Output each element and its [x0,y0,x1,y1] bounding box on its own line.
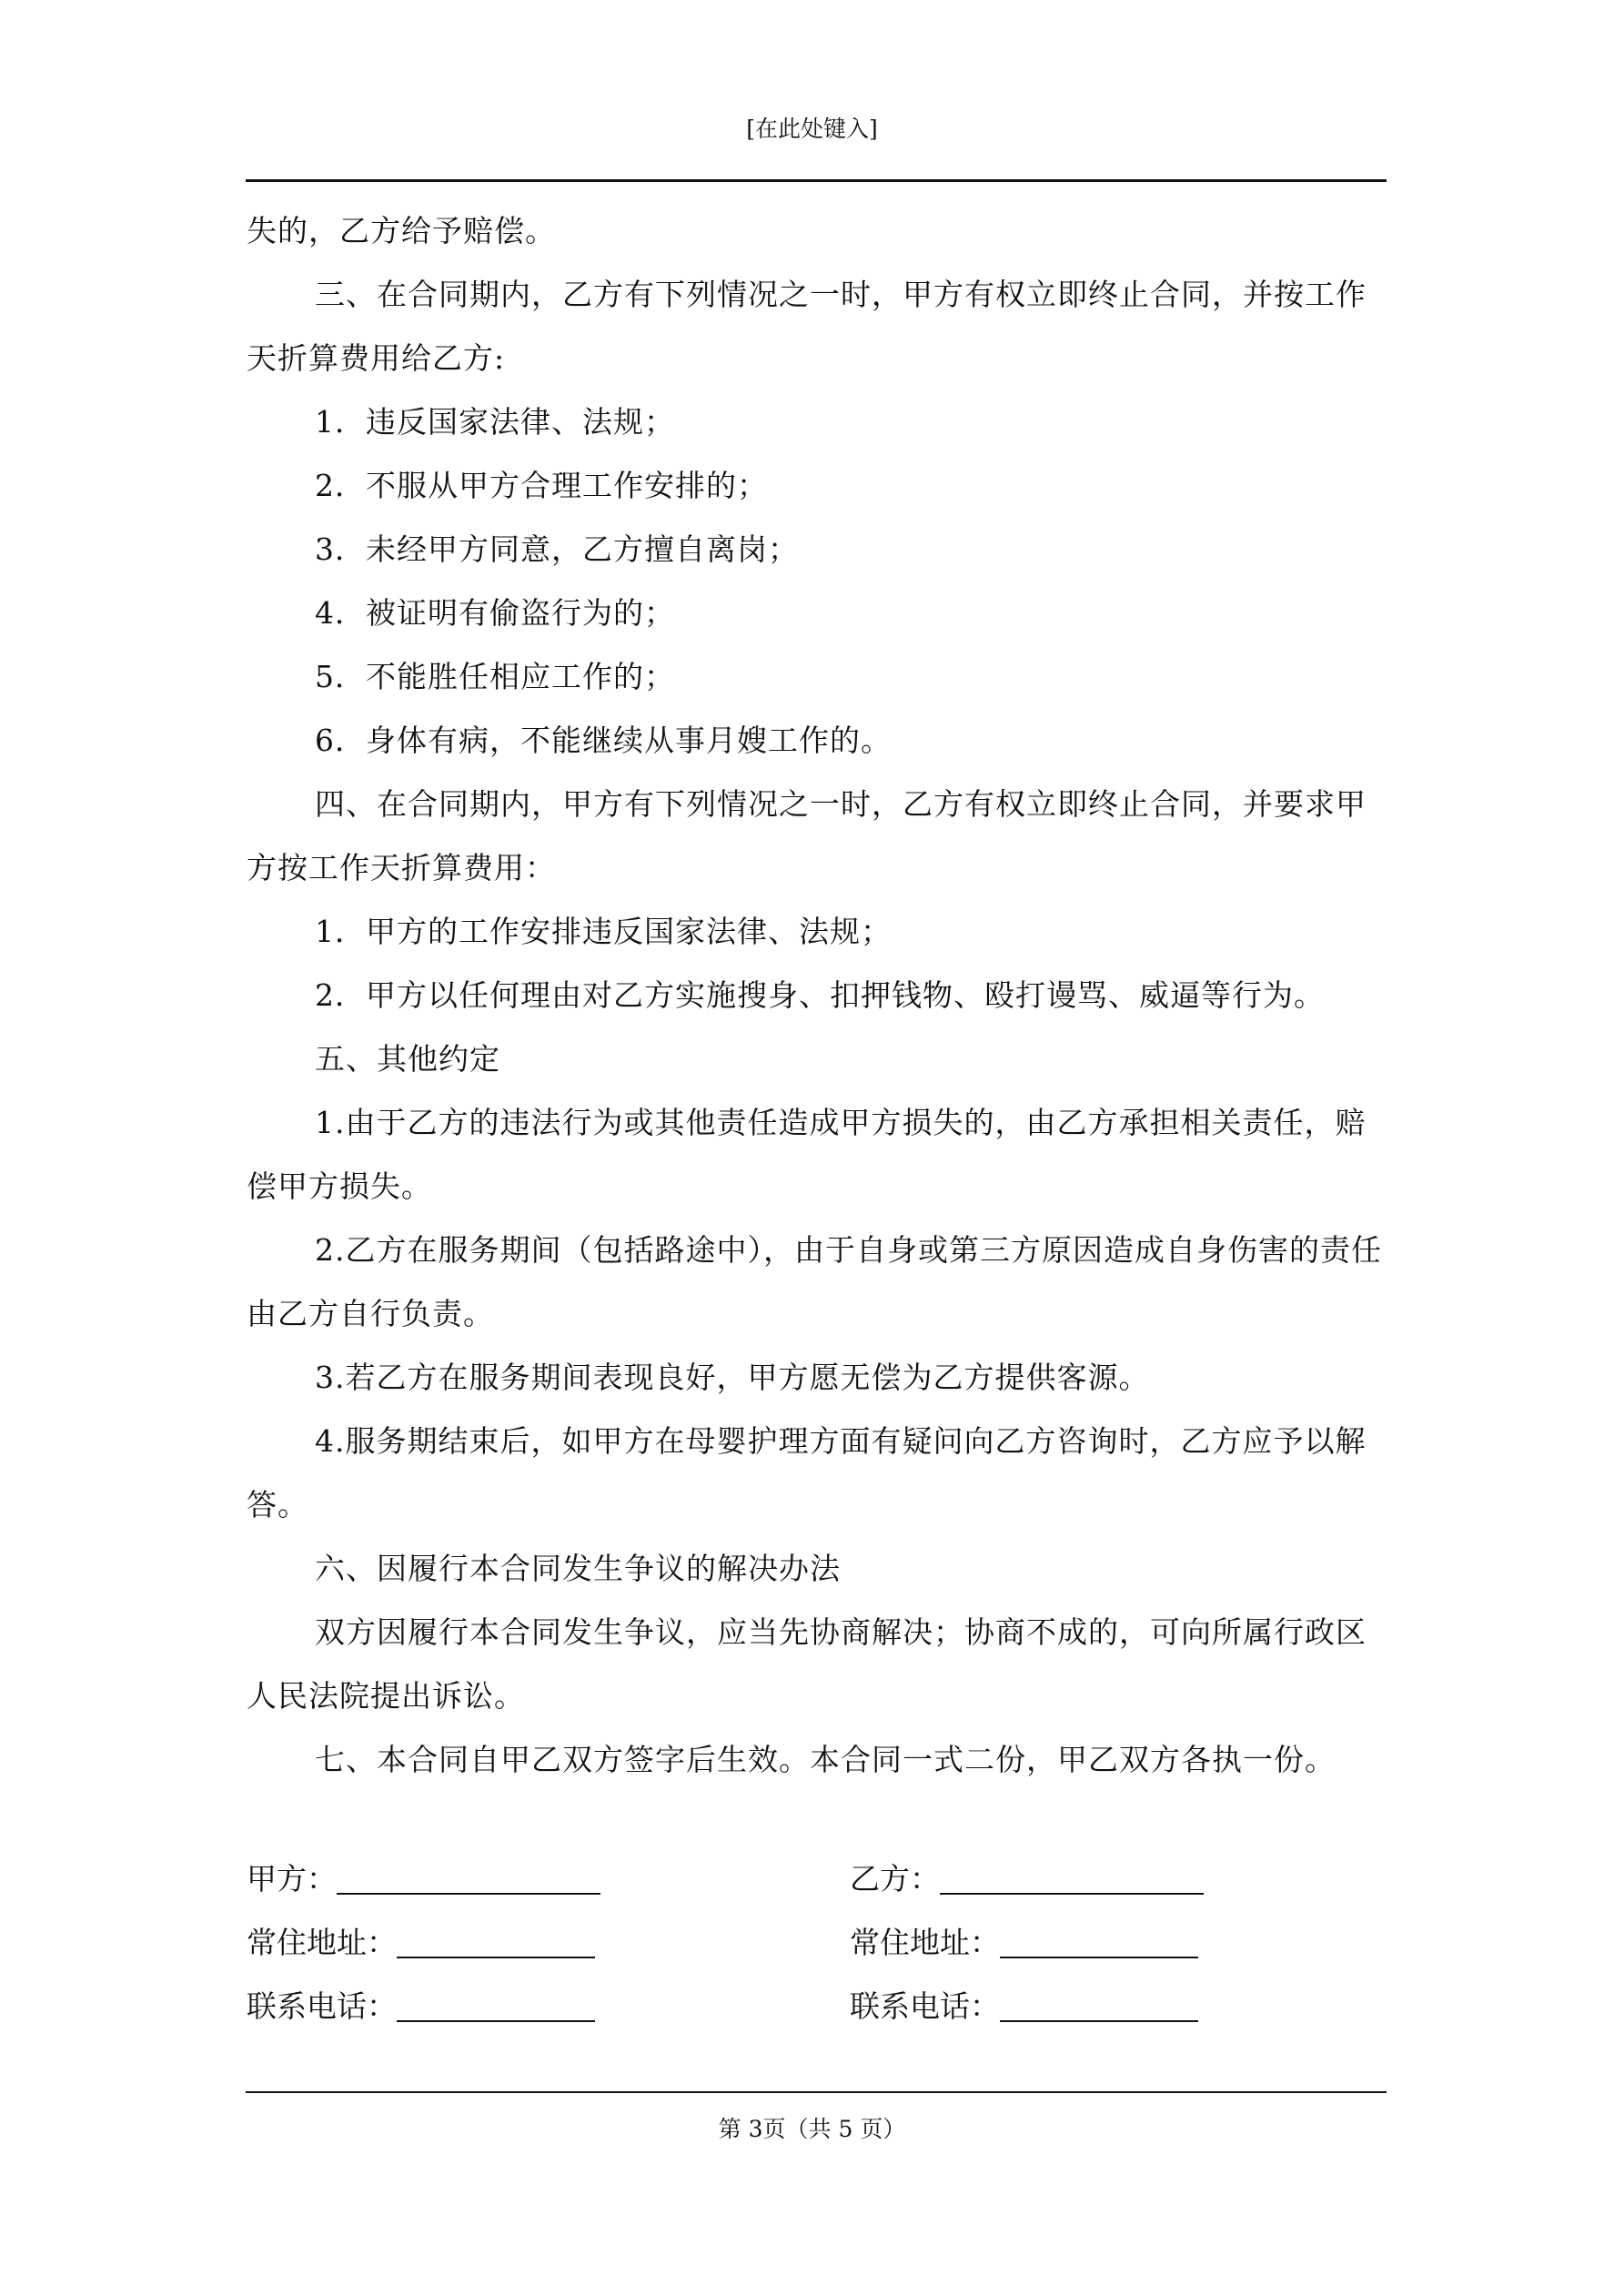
party-a-address-field [247,1911,595,1975]
party-a-address-label: 常住地址： [247,1925,397,1960]
list-item: 5．不能胜任相应工作的； [315,659,675,694]
contract-body [247,199,1386,1792]
list-item: 2.乙方在服务期间（包括路途中），由于自身或第三方原因造成自身伤害的责任由乙方自行负责。 [247,1232,1382,1331]
paragraph: 三、在合同期内，乙方有下列情况之一时，甲方有权立即终止合同，并按工作天折算费用给乙方: [247,277,1367,376]
party-a-label: 甲方： [247,1861,337,1896]
list-item: 1．违反国家法律、法规； [315,404,675,440]
list-item: 3.若乙方在服务期间表现良好，甲方愿无偿为乙方提供客源。 [315,1360,1150,1395]
party-b-address-field [850,1911,1198,1975]
party-b-phone-field [850,1975,1198,2038]
footer-rule [246,2091,1387,2093]
list-item: 4.服务期结束后，如甲方在母婴护理方面有疑问向乙方咨询时，乙方应予以解答。 [247,1423,1367,1522]
paragraph: 双方因履行本合同发生争议，应当先协商解决；协商不成的，可向所属行政区人民法院提出诉讼。 [247,1614,1367,1714]
party-b-label: 乙方： [850,1861,940,1896]
signature-block [247,1847,1386,2038]
list-item: 1．甲方的工作安排违反国家法律、法规； [315,914,892,949]
party-a-phone-line[interactable] [397,1995,595,2022]
paragraph: 七、本合同自甲乙双方签字后生效。本合同一式二份，甲乙双方各执一份。 [315,1742,1336,1777]
list-item: 6．身体有病，不能继续从事月嫂工作的。 [315,723,892,758]
header-rule [246,179,1387,182]
list-item: 3．未经甲方同意，乙方擅自离岗； [315,531,799,567]
party-a-field [247,1847,600,1911]
list-item: 4．被证明有偷盗行为的； [315,595,675,631]
party-b-signature-line[interactable] [940,1867,1204,1895]
party-b-phone-line[interactable] [1000,1995,1198,2022]
page-number: 第 3页（共 5 页） [718,2116,906,2142]
list-item: 1.由于乙方的违法行为或其他责任造成甲方损失的，由乙方承担相关责任，赔偿甲方损失。 [247,1105,1367,1204]
party-b-phone-label: 联系电话： [850,1988,1000,2024]
party-a-phone-field [247,1975,595,2038]
paragraph: 失的，乙方给予赔偿。 [247,213,556,248]
section-heading: 六、因履行本合同发生争议的解决办法 [315,1551,841,1586]
section-heading: 五、其他约定 [315,1041,500,1077]
party-a-signature-line[interactable] [337,1867,600,1895]
page-header: [在此处键入] [746,116,878,142]
party-a-address-line[interactable] [397,1931,595,1958]
signature-row-address [247,1911,1386,1975]
signature-row-phone [247,1975,1386,2038]
party-b-address-line[interactable] [1000,1931,1198,1958]
signature-row-party [247,1847,1386,1911]
paragraph: 四、在合同期内，甲方有下列情况之一时，乙方有权立即终止合同，并要求甲方按工作天折算费用： [247,786,1367,885]
party-b-address-label: 常住地址： [850,1925,1000,1960]
list-item: 2．不服从甲方合理工作安排的； [315,468,768,503]
party-b-field [850,1847,1204,1911]
list-item: 2．甲方以任何理由对乙方实施搜身、扣押钱物、殴打谩骂、威逼等行为。 [315,977,1325,1013]
party-a-phone-label: 联系电话： [247,1988,397,2024]
